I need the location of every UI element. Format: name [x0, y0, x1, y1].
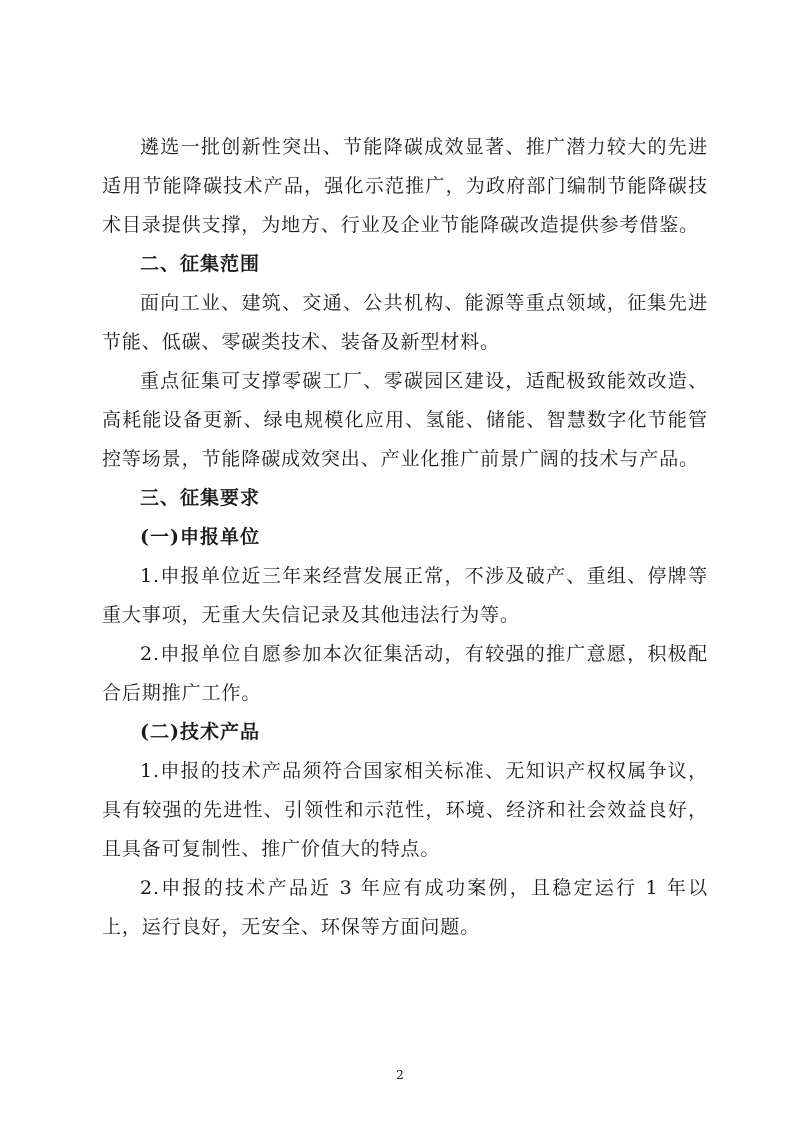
- page-number: 2: [396, 1068, 404, 1082]
- paragraph-product-1: 1.申报的技术产品须符合国家相关标准、无知识产权权属争议，具有较强的先进性、引领性和示范性，环境、经济和社会效益良好，且具备可复制性、推广价值大的特点。: [102, 760, 708, 860]
- paragraph-product-2: 2.申报的技术产品近 3 年应有成功案例，且稳定运行 1 年以上，运行良好，无安全、环保等方面问题。: [102, 877, 708, 938]
- paragraph-applicant-1: 1.申报单位近三年来经营发展正常，不涉及破产、重组、停牌等重大事项，无重大失信记录及其他违法行为等。: [102, 565, 708, 626]
- paragraph-purpose: 遴选一批创新性突出、节能降碳成效显著、推广潜力较大的先进适用节能降碳技术产品，强化示范推广，为政府部门编制节能降碳技术目录提供支撑，为地方、行业及企业节能降碳改造提供参考借鉴。: [102, 136, 708, 236]
- heading-scope: 二、征集范围: [140, 253, 261, 275]
- paragraph-scope-focus: 重点征集可支撑零碳工厂、零碳园区建设，适配极致能效改造、高耗能设备更新、绿电规模化应用、氢能、储能、智慧数字化节能管控等场景，节能降碳成效突出、产业化推广前景广阔的技术与产品。: [102, 370, 708, 470]
- paragraph-applicant-2: 2.申报单位自愿参加本次征集活动，有较强的推广意愿，积极配合后期推广工作。: [102, 643, 708, 704]
- subheading-applicant: (一)申报单位: [140, 526, 260, 548]
- paragraph-scope-fields: 面向工业、建筑、交通、公共机构、能源等重点领域，征集先进节能、低碳、零碳类技术、装备及新型材料。: [102, 292, 708, 353]
- subheading-product: (二)技术产品: [140, 721, 260, 743]
- heading-requirements: 三、征集要求: [140, 487, 261, 509]
